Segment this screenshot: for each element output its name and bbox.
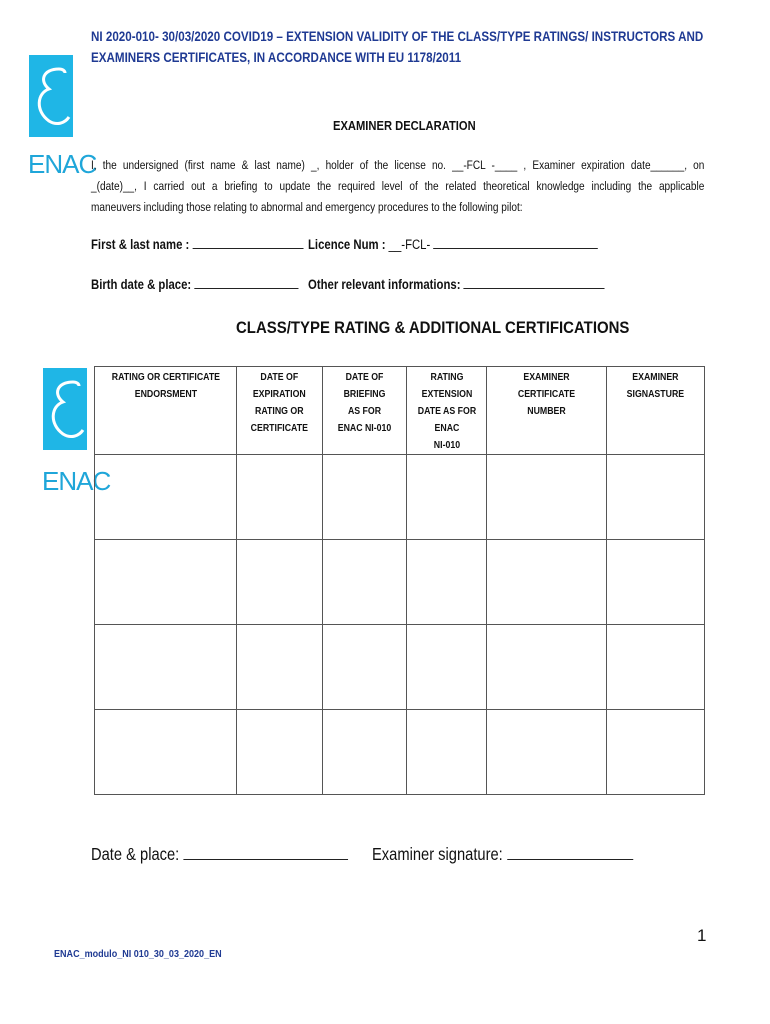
table-cell[interactable] [237, 455, 323, 540]
column-header-text: EXAMINER SIGNASTURE [626, 372, 685, 400]
other-info-field [308, 277, 605, 292]
table-cell[interactable] [407, 625, 487, 710]
table-row [95, 710, 705, 795]
ratings-table [94, 366, 705, 795]
table-row [95, 625, 705, 710]
footer-code: ENAC_modulo_NI 010_30_03_2020_EN [54, 948, 222, 960]
table-cell[interactable] [95, 710, 237, 795]
logo-emblem [29, 55, 73, 137]
declaration-line-2: _(date)__, I carried out a briefing to update the required level of the related theoretical knowledge including the applicable [91, 179, 705, 193]
table-cell[interactable] [323, 540, 407, 625]
column-header [95, 367, 237, 455]
table-cell[interactable] [95, 455, 237, 540]
logo-e-glyph-icon [29, 55, 73, 137]
declaration-line-3: maneuvers including those relating to abnormal and emergency procedures to the following pilot: [91, 200, 523, 214]
column-header-text: DATE OF EXPIRATION RATING OR CERTIFICATE [250, 372, 309, 434]
table-cell[interactable] [237, 540, 323, 625]
licence-num-value: __-FCL- [388, 237, 431, 252]
birth-date-place-line[interactable] [194, 288, 298, 289]
first-last-name-label: First & last name : [91, 237, 190, 252]
document-title-line-1: NI 2020-010- 30/03/2020 COVID19 – EXTENSION VALIDITY OF THE CLASS/TYPE RATINGS/ INSTRUCTORS AND [91, 29, 704, 44]
examiner-signature-label: Examiner signature: [372, 844, 503, 864]
column-header [487, 367, 607, 455]
table-cell[interactable] [237, 625, 323, 710]
table-cell[interactable] [237, 710, 323, 795]
licence-num-label: Licence Num : [308, 237, 386, 252]
table-cell[interactable] [487, 710, 607, 795]
birth-date-place-label: Birth date & place: [91, 277, 192, 292]
table-row [95, 540, 705, 625]
document-title-line-2: EXAMINERS CERTIFICATES, IN ACCORDANCE WITH EU 1178/2011 [91, 50, 462, 65]
table-cell[interactable] [407, 710, 487, 795]
table-cell[interactable] [323, 455, 407, 540]
table-cell[interactable] [323, 710, 407, 795]
date-place-label: Date & place: [91, 844, 180, 864]
date-place-field [91, 844, 348, 865]
table-row [95, 455, 705, 540]
other-info-label: Other relevant informations: [308, 277, 461, 292]
table-cell[interactable] [487, 625, 607, 710]
column-header [323, 367, 407, 455]
document-title [91, 26, 731, 68]
table-cell[interactable] [95, 540, 237, 625]
column-header-text: RATING OR CERTIFICATE ENDORSMENT [111, 372, 220, 400]
column-header-text: EXAMINER CERTIFICATE NUMBER [517, 372, 576, 417]
table-cell[interactable] [487, 540, 607, 625]
table-cell[interactable] [607, 540, 705, 625]
table-cell[interactable] [607, 455, 705, 540]
table-cell[interactable] [607, 625, 705, 710]
declaration-heading: EXAMINER DECLARATION [333, 118, 476, 133]
table-cell[interactable] [487, 455, 607, 540]
enac-logo-table [42, 368, 111, 498]
logo-e-glyph-icon [43, 368, 87, 450]
logo-wordmark: ENAC [28, 149, 97, 179]
date-place-line[interactable] [183, 859, 348, 860]
examiner-signature-line[interactable] [507, 859, 633, 860]
first-last-name-line[interactable] [192, 248, 303, 249]
table-cell[interactable] [607, 710, 705, 795]
declaration-line-1: I, the undersigned (first name & last name) _, holder of the license no. __-FCL -____ , Examiner expiration date______, on [91, 158, 705, 172]
logo-wordmark: ENAC [42, 466, 111, 496]
other-info-line[interactable] [464, 288, 605, 289]
table-cell[interactable] [407, 455, 487, 540]
table-cell[interactable] [407, 540, 487, 625]
column-header [607, 367, 705, 455]
birth-date-place-field [91, 277, 299, 292]
column-header-text: DATE OF BRIEFING AS FOR ENAC NI-010 [337, 372, 392, 434]
section-title: CLASS/TYPE RATING & ADDITIONAL CERTIFICATIONS [236, 318, 630, 337]
enac-logo-top [28, 55, 97, 185]
logo-emblem [43, 368, 87, 450]
column-header [407, 367, 487, 455]
table-cell[interactable] [323, 625, 407, 710]
table-header-row [95, 367, 705, 455]
licence-num-line[interactable] [433, 248, 598, 249]
page-number: 1 [697, 926, 707, 945]
column-header-text: RATING EXTENSION DATE AS FOR ENAC NI-010 [417, 372, 476, 451]
table-cell[interactable] [95, 625, 237, 710]
declaration-paragraph [91, 155, 704, 218]
licence-num-field [308, 237, 598, 252]
first-last-name-field [91, 237, 303, 252]
examiner-signature-field [372, 844, 633, 865]
column-header [237, 367, 323, 455]
